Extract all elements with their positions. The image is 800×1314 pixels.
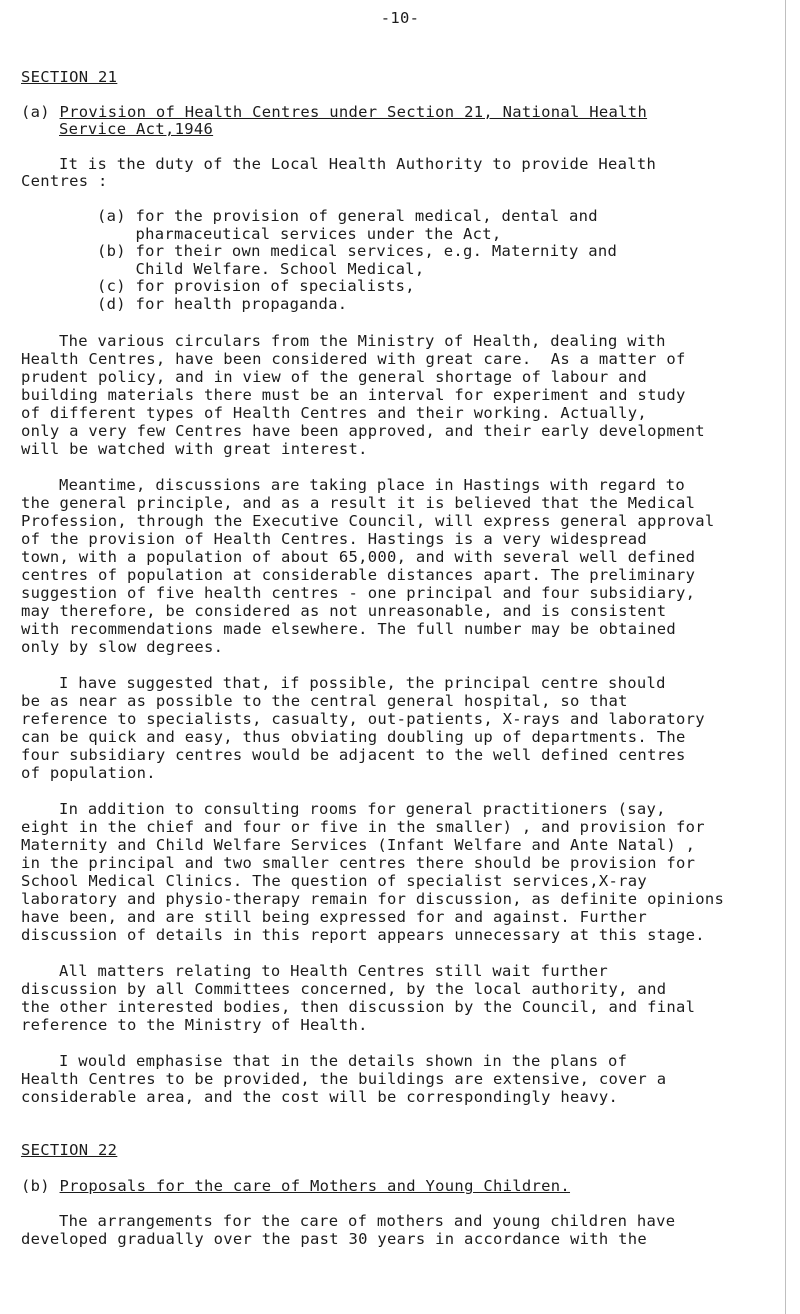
list-item: Child Welfare. School Medical,	[97, 259, 425, 278]
paragraph-line: Profession, through the Executive Council, will express general approval	[21, 512, 715, 530]
paragraph-line: discussion by all Committees concerned, by the local authority, and	[21, 980, 667, 998]
paragraph-line: The arrangements for the care of mothers and young children have	[59, 1212, 676, 1230]
list-item: (d) for health propaganda.	[97, 294, 348, 313]
intro-line-1: It is the duty of the Local Health Authority to provide Health	[59, 155, 657, 173]
paragraph-line: discussion of details in this report appears unnecessary at this stage.	[21, 926, 705, 944]
section-21-subheading-cont	[59, 121, 213, 139]
paragraph-line: All matters relating to Health Centres still wait further	[59, 962, 609, 980]
paragraph-line: of the provision of Health Centres. Hastings is a very widespread	[21, 530, 648, 548]
subheading-text: Proposals for the care of Mothers and Young Children.	[59, 1177, 571, 1195]
section-21-subheading	[21, 104, 647, 122]
paragraph-line: the other interested bodies, then discussion by the Council, and final	[21, 998, 696, 1016]
paragraph-line: in the principal and two smaller centres there should be provision for	[21, 854, 696, 872]
paragraph-line: will be watched with great interest.	[21, 440, 368, 458]
paragraph-line: of population.	[21, 764, 156, 782]
paragraph-line: I have suggested that, if possible, the principal centre should	[59, 674, 666, 692]
paragraph-line: have been, and are still being expressed for and against. Further	[21, 908, 648, 926]
page-number: -10-	[380, 9, 420, 27]
paragraph-line: suggestion of five health centres - one principal and four subsidiary,	[21, 584, 696, 602]
paragraph-line: may therefore, be considered as not unreasonable, and is consistent	[21, 602, 667, 620]
paragraph-line: Maternity and Child Welfare Services (Infant Welfare and Ante Natal) ,	[21, 836, 696, 854]
paragraph-line: School Medical Clinics. The question of specialist services,X-ray	[21, 872, 648, 890]
paragraph-line: prudent policy, and in view of the general shortage of labour and	[21, 368, 648, 386]
paragraph-line: Health Centres, have been considered with great care. As a matter of	[21, 350, 686, 368]
paragraph-line: four subsidiary centres would be adjacent to the well defined centres	[21, 746, 686, 764]
list-item: (c) for provision of specialists,	[97, 277, 415, 295]
paragraph-line: eight in the chief and four or five in the smaller) , and provision for	[21, 818, 705, 836]
paragraph-line: considerable area, and the cost will be correspondingly heavy.	[21, 1088, 619, 1106]
subheading-marker: (a)	[21, 103, 60, 121]
paragraph-line: only by slow degrees.	[21, 638, 224, 656]
section-22-subheading	[21, 1178, 570, 1196]
list-item: pharmaceutical services under the Act,	[97, 224, 502, 243]
subheading-line-1: Provision of Health Centres under Section 21, National Health	[59, 103, 648, 121]
paragraph-line: Meantime, discussions are taking place in Hastings with regard to	[59, 476, 686, 494]
paragraph-line: The various circulars from the Ministry of Health, dealing with	[59, 332, 666, 350]
paragraph-line: with recommendations made elsewhere. The full number may be obtained	[21, 620, 676, 638]
paragraph-line: building materials there must be an interval for experiment and study	[21, 386, 686, 404]
intro-line-2: Centres :	[21, 172, 108, 190]
paragraph-line: be as near as possible to the central general hospital, so that	[21, 692, 628, 710]
subheading-marker: (b)	[21, 1177, 60, 1195]
paragraph-line: laboratory and physio-therapy remain for discussion, as definite opinions	[21, 890, 725, 908]
list-item: (b) for their own medical services, e.g. Maternity and	[97, 242, 618, 260]
paragraph-line: reference to specialists, casualty, out-patients, X-rays and laboratory	[21, 710, 705, 728]
subheading-line-2: Service Act,1946	[59, 120, 214, 138]
paragraph-line: centres of population at considerable distances apart. The preliminary	[21, 566, 696, 584]
paragraph-line: only a very few Centres have been approved, and their early development	[21, 422, 705, 440]
paragraph-line: I would emphasise that in the details shown in the plans of	[59, 1052, 628, 1070]
paragraph-line: reference to the Ministry of Health.	[21, 1016, 368, 1034]
list-item: (a) for the provision of general medical, dental and	[97, 207, 598, 225]
paragraph-line: can be quick and easy, thus obviating doubling up of departments. The	[21, 728, 686, 746]
paragraph-line: the general principle, and as a result it is believed that the Medical	[21, 494, 696, 512]
duties-list	[97, 208, 617, 313]
paragraph-line: Health Centres to be provided, the buildings are extensive, cover a	[21, 1070, 667, 1088]
scan-edge-line	[785, 0, 786, 1314]
paragraph-line: of different types of Health Centres and their working. Actually,	[21, 404, 648, 422]
section-21-heading: SECTION 21	[21, 68, 118, 86]
paragraph-line: In addition to consulting rooms for general practitioners (say,	[59, 800, 666, 818]
paragraph-line: town, with a population of about 65,000, and with several well defined	[21, 548, 696, 566]
paragraph-line: developed gradually over the past 30 years in accordance with the	[21, 1230, 648, 1248]
section-22-heading: SECTION 22	[21, 1141, 118, 1159]
